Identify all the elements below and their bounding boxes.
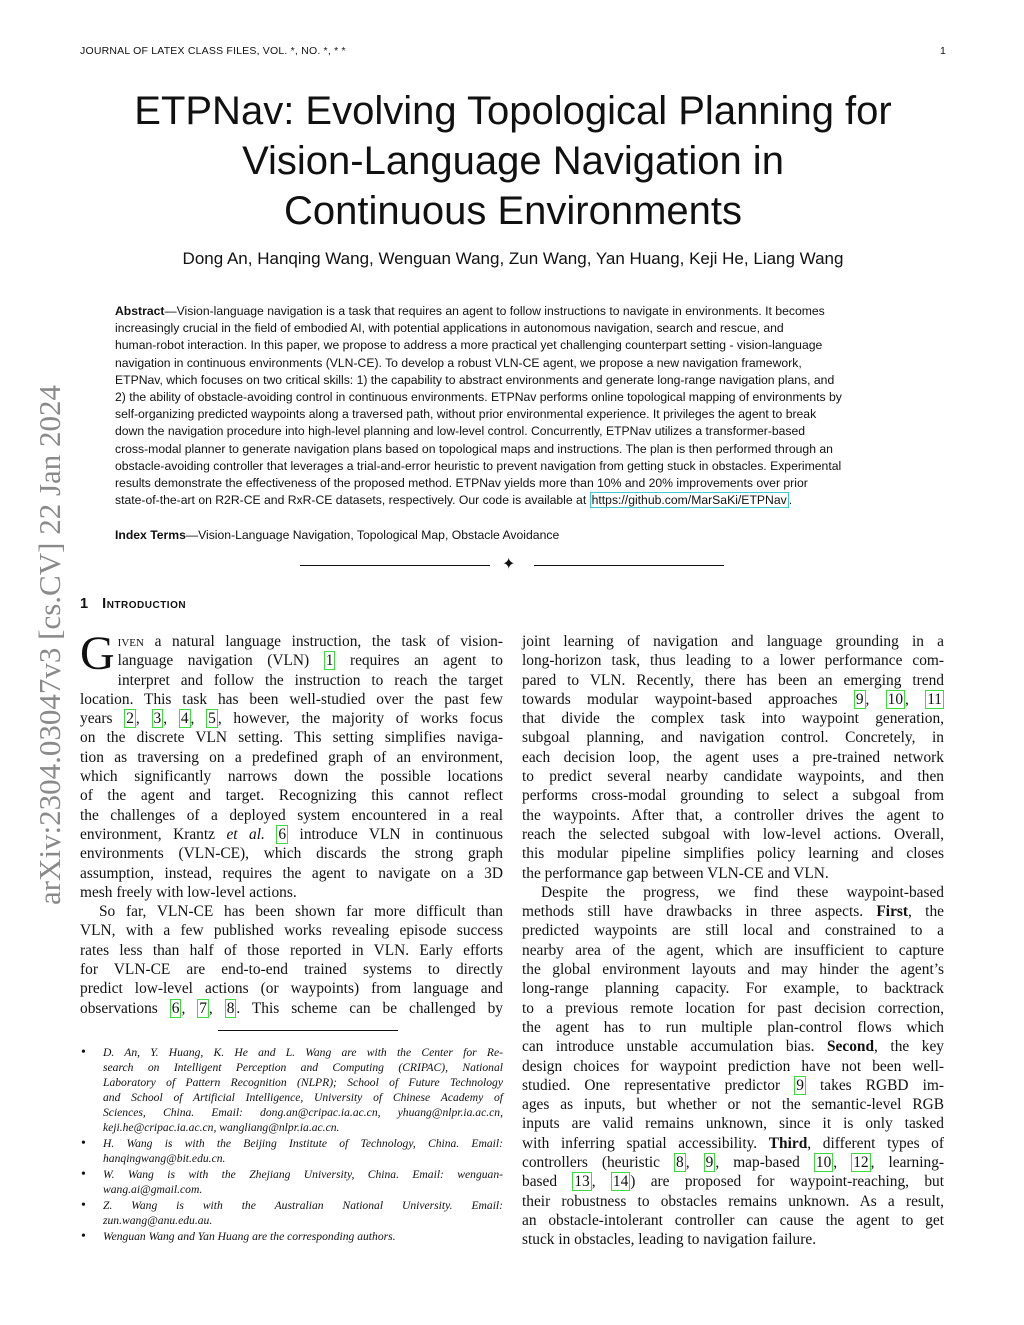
text-line (522, 1095, 944, 1114)
section-divider (300, 556, 724, 574)
abstract-line (115, 337, 911, 354)
title-line: Continuous Environments (283, 189, 743, 233)
text-line (80, 825, 503, 844)
text-line (522, 941, 944, 960)
text-run: an obstacle-intolerant controller can cause the agent to get (522, 1211, 944, 1229)
text-line (522, 902, 944, 921)
footnote-line: and School of Artificial Intelligence, University of Chinese Academy of (103, 1091, 503, 1104)
citation-link[interactable]: 9 (855, 690, 864, 708)
text-line (80, 709, 503, 728)
text-run: a natural language instruction, the task of vision- (143, 633, 503, 650)
text-line (522, 921, 944, 940)
text-run (265, 826, 276, 843)
text-line (522, 1076, 944, 1095)
text-run: predicted waypoints are still local and constrained to a (522, 922, 944, 940)
abstract-line (115, 372, 911, 389)
footnote-line: search on Intelligent Perception and Computing (CRIPAC), National (103, 1061, 503, 1074)
footnote-line: keji.he@cripac.ia.ac.cn, wangliang@nlpr.ia.ac.cn. (103, 1121, 340, 1134)
text-line (522, 806, 944, 825)
body-column-left (80, 627, 504, 1018)
text-run: mesh freely with low-level actions. (80, 883, 297, 901)
italic-text: et al. (226, 825, 265, 843)
text-run: the performance gap between VLN-CE and VLN. (522, 864, 829, 882)
text-run: , (833, 1154, 852, 1172)
text-line (80, 883, 503, 902)
text-run: for VLN-CE are end-to-end trained systems to directly (80, 961, 503, 979)
title-line: ETPNav: Evolving Topological Planning for (134, 89, 892, 133)
citation-link[interactable]: 3 (153, 710, 162, 728)
text-run: based (522, 1173, 573, 1191)
citation-link[interactable]: 10 (815, 1154, 832, 1172)
citation-link[interactable]: 13 (574, 1173, 590, 1191)
text-run: language navigation (VLN) (117, 652, 324, 670)
abstract-line (115, 475, 911, 492)
text-run: takes RGBD im- (805, 1076, 944, 1094)
text-run: each decision loop, the agent uses a pre-trained network (522, 748, 944, 766)
citation-link[interactable]: 1 (325, 652, 334, 670)
citation-link[interactable]: 4 (180, 710, 189, 728)
text-run: towards modular waypoint-based approaches (522, 690, 854, 708)
footnote-line: hanqingwang@bit.edu.cn. (103, 1152, 226, 1165)
text-line (522, 1172, 944, 1191)
text-line (80, 921, 503, 940)
text-line (522, 1134, 944, 1153)
text-run: Despite the progress, we find these waypoint-based (541, 883, 944, 901)
text-line (522, 979, 944, 998)
text-run: , (865, 690, 886, 708)
text-run: this modular pipeline simplifies policy learning and closes (522, 845, 944, 863)
abstract-text: obstacle-avoiding controller that leverages a trial-and-error heuristic to prevent navigation from getting stuck in obstacles. Experimental (115, 458, 842, 473)
divider-rule-left (300, 565, 490, 566)
index-terms-label: Index Terms (115, 528, 186, 542)
abstract-line (115, 406, 911, 423)
footnote-item (80, 1229, 503, 1244)
abstract-text: —Vision-language navigation is a task that requires an agent to follow instructions to navigate in environments. It becomes (164, 304, 825, 318)
text-line (522, 1230, 944, 1249)
text-run: on the discrete VLN setting. This setting simplifies naviga- (80, 729, 503, 747)
text-run: the challenges of a deployed system encountered in a real (80, 806, 503, 824)
footnote-line: • Z. Wang is with the Australian National University. Email: (103, 1199, 503, 1212)
bold-text: Second (827, 1038, 875, 1056)
footnote-line: Laboratory of Pattern Recognition (NLPR); School of Future Technology (103, 1076, 503, 1089)
text-line (80, 671, 503, 690)
text-run: which significantly narrows down the possible locations (80, 768, 503, 786)
text-run: rates less than half of those reported in VLN. Early efforts (80, 941, 503, 959)
text-line (522, 864, 944, 883)
abstract-end: . (788, 493, 793, 508)
text-run: long-range planning capacity. For example, to backtrack (522, 980, 944, 998)
citation-link[interactable]: 2 (126, 710, 134, 728)
text-run: , (905, 690, 926, 708)
text-line (80, 806, 503, 825)
section-heading (80, 596, 186, 612)
citation-link[interactable]: 12 (853, 1154, 869, 1172)
text-run: , (135, 710, 152, 728)
abstract-line (115, 303, 911, 320)
text-line (80, 960, 503, 979)
text-run: , different types of (807, 1134, 944, 1152)
abstract-line (115, 441, 911, 458)
text-run: reach the selected subgoal with low-level actions. Overall, (522, 825, 944, 843)
text-run: , (591, 1173, 611, 1191)
citation-link[interactable]: 8 (226, 999, 235, 1017)
text-run: observations (80, 999, 170, 1017)
text-run: years (80, 710, 125, 728)
footnote-line: • H. Wang is with the Beijing Institute of Technology, China. Email: (103, 1137, 503, 1150)
footnote-item (80, 1167, 503, 1197)
abstract-text: 2) the ability of obstacle-avoiding control in continuous environments. ETPNav performs online topological mapping of environments by (115, 390, 842, 405)
text-run: subgoal planning, and navigation control. Concretely, in (522, 729, 944, 747)
text-run: environments (VLN-CE), which discards the strong graph (80, 845, 503, 863)
text-line (80, 941, 503, 960)
text-run: inputs are valid remains unknown, since it is only tasked (522, 1115, 944, 1133)
drop-cap: G (80, 627, 115, 680)
text-run: design choices for waypoint prediction have not been well- (522, 1057, 944, 1075)
abstract-text: ETPNav, which focuses on two critical skills: 1) the capability to abstract environments and generate long-range navigation plans, and (115, 372, 835, 387)
footnotes (80, 1045, 503, 1245)
text-run: , (181, 999, 198, 1017)
footnote-item (80, 1136, 503, 1166)
section-title: Introduction (102, 596, 187, 612)
footnote-line: • D. An, Y. Huang, K. He and L. Wang are with the Center for Re- (103, 1046, 503, 1059)
text-run: ages as inputs, but whether or not the semantic-level RGB (522, 1096, 944, 1114)
text-run: long-horizon task, thus leading to a lower performance com- (522, 652, 944, 670)
section-number: 1 (80, 596, 89, 612)
footnote-line: • W. Wang is with the Zhejiang University, China. Email: wenguan- (103, 1168, 503, 1181)
arxiv-watermark: arXiv:2304.03047v3 [cs.CV] 22 Jan 2024 (32, 384, 67, 906)
text-line (522, 1153, 944, 1172)
text-run: , however, the majority of works focus (217, 710, 504, 728)
text-line (522, 1037, 944, 1056)
text-line (80, 844, 503, 863)
text-line (522, 825, 944, 844)
text-run: stuck in obstacles, leading to navigation failure. (522, 1231, 817, 1249)
page-number: 1 (939, 45, 946, 57)
abstract-text: self-organizing predicted waypoints along a traversed path, without prior environmental experience. It privileges the agent to break (115, 407, 817, 422)
text-run: introduce VLN in continuous (288, 825, 503, 843)
text-line (80, 651, 503, 670)
text-line (522, 999, 944, 1018)
text-run: with inferring spatial accessibility. (522, 1134, 769, 1152)
text-line (80, 767, 503, 786)
abstract-text: state-of-the-art on R2R-CE and RxR-CE datasets, respectively. Our code is available at (115, 493, 590, 508)
text-run: , (685, 1154, 704, 1172)
journal-name: JOURNAL OF LATEX CLASS FILES, VOL. *, NO. *, * * (80, 45, 346, 57)
running-header (80, 45, 946, 57)
abstract-text: cross-modal planner to generate navigation plans based on topological maps and instructions. The plan is then performed through an (115, 441, 833, 456)
text-run: of the agent and target. Recognizing this cannot reflect (80, 787, 503, 805)
text-run: . This scheme can be challenged by (236, 999, 503, 1017)
text-line (522, 1018, 944, 1037)
text-run: ) are proposed for waypoint-reaching, but (630, 1173, 945, 1191)
text-run: , map-based (715, 1154, 814, 1172)
text-run: studied. One representative predictor (522, 1076, 795, 1094)
author-list: Dong An, Hanqing Wang, Wenguan Wang, Zun Wang, Yan Huang, Keji He, Liang Wang (182, 249, 844, 268)
paper-title (80, 86, 946, 236)
text-line (522, 1192, 944, 1211)
text-run: VLN, with a few published works revealing episode success (80, 922, 503, 940)
index-terms-text: —Vision-Language Navigation, Topological Map, Obstacle Avoidance (185, 528, 560, 542)
text-run: environment, Krantz (80, 825, 227, 843)
text-run: joint learning of navigation and language grounding in a (522, 633, 944, 650)
citation-link[interactable]: 5 (208, 710, 216, 728)
text-line (80, 728, 503, 747)
abstract-line (115, 355, 911, 372)
text-run: requires an agent to (335, 652, 503, 670)
text-run: So far, VLN-CE has been shown far more difficult than (99, 903, 503, 921)
text-run: nearby area of the agent, which are insufficient to capture (522, 941, 944, 959)
text-run: to a previous remote location for past decision correction, (522, 999, 944, 1017)
text-line (522, 671, 944, 690)
divider-rule-right (534, 565, 724, 566)
abstract-line (115, 423, 911, 440)
text-run: to predict several nearby candidate waypoints, and then (522, 768, 944, 786)
text-run: the waypoints. After that, a controller drives the agent to (522, 806, 944, 824)
citation-link[interactable]: 7 (199, 999, 207, 1017)
citation-link[interactable]: 9 (796, 1076, 804, 1094)
footnote-item (80, 1045, 503, 1135)
citation-link[interactable]: 11 (927, 690, 943, 708)
text-line (522, 767, 944, 786)
text-line (522, 632, 944, 651)
text-run: interpret and follow the instruction to reach the target (117, 671, 503, 689)
footnote-line: • Wenguan Wang and Yan Huang are the corresponding authors. (103, 1230, 396, 1243)
citation-link[interactable]: 9 (705, 1154, 714, 1172)
index-terms (115, 528, 911, 542)
text-run: , (190, 710, 207, 728)
abstract-text: human-robot interaction. In this paper, we propose to address a more practical yet challenging counterpart setting - vision-language (115, 338, 823, 353)
text-run: can introduce unstable accumulation bias. (522, 1038, 827, 1056)
citation-link[interactable]: 14 (612, 1173, 629, 1191)
text-run: pared to VLN. Recently, there has been an emerging trend (522, 671, 944, 689)
text-line (522, 1211, 944, 1230)
code-link[interactable]: https://github.com/MarSaKi/ETPNav (591, 493, 787, 508)
text-run: controllers (heuristic (522, 1154, 675, 1172)
text-line (522, 786, 944, 805)
footnote-rule (218, 1030, 398, 1031)
abstract-text: results demonstrate the effectiveness of the proposed method. ETPNav yields more than 10% and 20% improvements over prior (115, 476, 808, 491)
abstract-text: navigation in continuous environments (VLN-CE). To develop a robust VLN-CE agent, we propose a new navigation framework, (115, 355, 802, 370)
text-run: methods still have drawbacks in three aspects. (522, 903, 877, 921)
title-line: Vision-Language Navigation in (242, 139, 784, 183)
text-run: that divide the complex task into waypoint generation, (522, 710, 944, 728)
text-run: , the key (874, 1038, 944, 1056)
abstract-line (115, 389, 911, 406)
bold-text: Third (768, 1134, 808, 1152)
text-line (522, 690, 944, 709)
text-line (522, 1057, 944, 1076)
abstract-line (115, 320, 911, 337)
text-line (522, 651, 944, 670)
abstract-text: increasingly crucial in the field of embodied AI, with potential applications in autonomous navigation, search and rescue, and (115, 321, 784, 336)
text-run: performs cross-modal grounding to select a subgoal from (522, 787, 944, 805)
text-run: , the (908, 903, 944, 921)
text-run: , (163, 710, 179, 728)
abstract (115, 303, 911, 509)
citation-link[interactable]: 6 (171, 999, 180, 1017)
text-run: the global environment layouts and may hinder the agent’s (522, 961, 944, 979)
footnote-item (80, 1198, 503, 1228)
body-column-right (522, 632, 944, 1250)
text-run: the agent has to run multiple plan-control flows which (522, 1018, 944, 1036)
citation-link[interactable]: 10 (887, 690, 904, 708)
text-run: predict low-level actions (or waypoints) from language and (80, 980, 503, 998)
footnote-line: Sciences, China. Email: dong.an@cripac.ia.ac.cn, yhuang@nlpr.ia.ac.cn, (103, 1106, 503, 1119)
text-run: , learning- (870, 1154, 945, 1172)
text-line (522, 960, 944, 979)
text-line (80, 786, 503, 805)
text-line (522, 748, 944, 767)
text-line (80, 864, 503, 883)
footnote-line: zun.wang@anu.edu.au. (103, 1214, 213, 1227)
text-line (80, 690, 503, 709)
abstract-line (115, 492, 911, 509)
text-line (80, 748, 503, 767)
text-run: their robustness to obstacles remains unknown. As a result, (522, 1192, 944, 1210)
footnote-line: wang.ai@gmail.com. (103, 1183, 203, 1196)
bold-text: First (876, 903, 909, 921)
text-line (80, 979, 503, 998)
text-run: , (208, 999, 225, 1017)
abstract-label: Abstract (115, 304, 165, 318)
citation-link[interactable]: 6 (278, 825, 287, 843)
text-run: assumption, instead, requires the agent to navigate on a 3D (80, 864, 503, 882)
abstract-line (115, 458, 911, 475)
abstract-text: down the navigation procedure into high-level planning and low-level control. Concurrently, ETPNav utilizes a transformer-based (115, 424, 806, 439)
text-line (522, 883, 944, 902)
citation-link[interactable]: 8 (676, 1154, 684, 1172)
text-line (80, 902, 503, 921)
text-line (522, 844, 944, 863)
text-line (80, 999, 503, 1018)
text-line (522, 709, 944, 728)
text-line (522, 728, 944, 747)
text-run: location. This task has been well-studied over the past few (80, 690, 503, 708)
text-line (522, 1114, 944, 1133)
first-word: iven (117, 633, 144, 650)
star-divider-icon: ✦ (502, 556, 516, 573)
text-run: tion as traversing on a predefined graph of an environment, (80, 748, 503, 766)
